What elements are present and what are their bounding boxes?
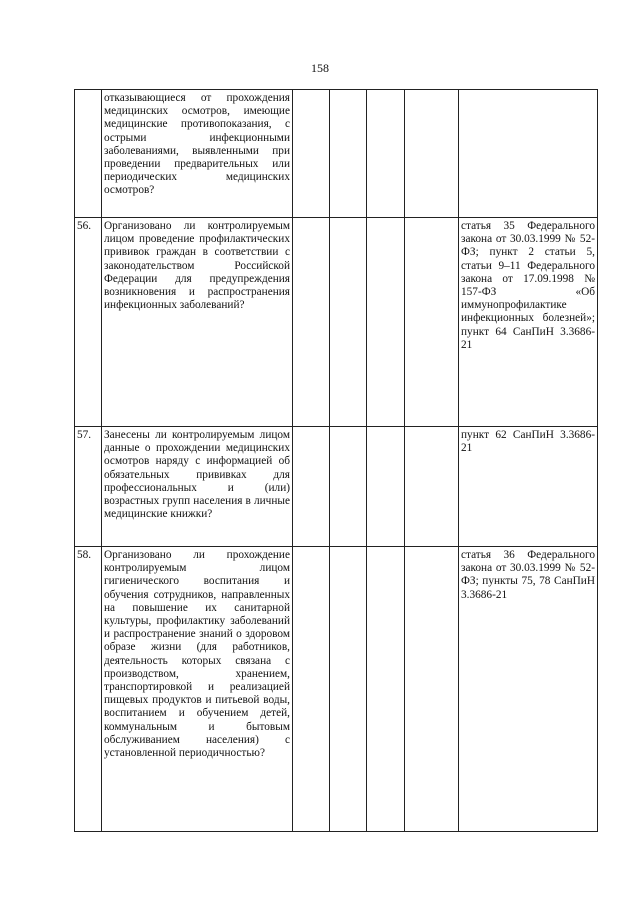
answer-cell-na[interactable] xyxy=(367,218,405,427)
question-cell xyxy=(102,547,293,832)
answer-cell-yes[interactable] xyxy=(293,427,330,547)
answer-cell-note[interactable] xyxy=(405,90,459,218)
reference-cell xyxy=(459,218,598,427)
answer-cell-note[interactable] xyxy=(405,427,459,547)
page-number: 158 xyxy=(311,61,329,75)
question-text: Занесены ли контролируемым лицом данные о прохождении медицинских осмотров наряду с информацией об обязательных прививках для профессиональных и (или) возрастных групп населения в личные медицинские книжки? xyxy=(104,429,293,521)
question-text: Организовано ли прохождение контролируемым лицом гигиенического воспитания и обучения сотрудников, направленных на повышение их санитарной культуры, профилактику заболеваний и распространение знаний о здоровом образе жизни (для работников, деятельность которых связана с производством, хранением, транспортировкой и реализацией пищевых продуктов и питьевой воды, воспитанием и обучением детей, коммунальным и бытовым обслуживанием населения) с установленной периодичностью? xyxy=(104,549,293,760)
question-text: Организовано ли контролируемым лицом проведение профилактических прививок граждан в соответствии с законодательством Российской Федерации для предупреждения возникновения и распространения инфекционных заболеваний? xyxy=(104,220,293,312)
row-number: 58. xyxy=(75,547,102,832)
answer-cell-no[interactable] xyxy=(330,218,367,427)
table-row xyxy=(75,547,598,832)
answer-cell-no[interactable] xyxy=(330,547,367,832)
table-row xyxy=(75,90,598,218)
answer-cell-na[interactable] xyxy=(367,547,405,832)
answer-cell-yes[interactable] xyxy=(293,218,330,427)
reference-text: пункт 62 СанПиН 3.3686-21 xyxy=(461,429,595,455)
question-cell xyxy=(102,90,293,218)
answer-cell-yes[interactable] xyxy=(293,547,330,832)
question-text: отказывающиеся от прохождения медицинских осмотров, имеющие медицинские противопоказания, с острыми инфекционными заболеваниями, выявленными при проведении предварительных или периодических медицинских осмотров? xyxy=(104,92,293,197)
table-row xyxy=(75,427,598,547)
checklist-table xyxy=(74,89,598,832)
answer-cell-na[interactable] xyxy=(367,427,405,547)
answer-cell-no[interactable] xyxy=(330,90,367,218)
row-number xyxy=(75,90,102,218)
reference-text: статья 35 Федерального закона от 30.03.1999 № 52-ФЗ; пункт 2 статьи 5, статьи 9–11 Федерального закона от 17.09.1998 № 157-ФЗ «Об иммунопрофилактике инфекционных болезней»; пункт 64 СанПиН 3.3686-21 xyxy=(461,220,598,351)
answer-cell-note[interactable] xyxy=(405,547,459,832)
reference-cell xyxy=(459,427,598,547)
reference-text: статья 36 Федерального закона от 30.03.1999 № 52-ФЗ; пункты 75, 78 СанПиН 3.3686-21 xyxy=(461,549,598,601)
answer-cell-note[interactable] xyxy=(405,218,459,427)
question-cell xyxy=(102,427,293,547)
question-cell xyxy=(102,218,293,427)
answer-cell-no[interactable] xyxy=(330,427,367,547)
reference-cell xyxy=(459,90,598,218)
row-number: 57. xyxy=(75,427,102,547)
table-row xyxy=(75,218,598,427)
answer-cell-yes[interactable] xyxy=(293,90,330,218)
answer-cell-na[interactable] xyxy=(367,90,405,218)
reference-cell xyxy=(459,547,598,832)
row-number: 56. xyxy=(75,218,102,427)
